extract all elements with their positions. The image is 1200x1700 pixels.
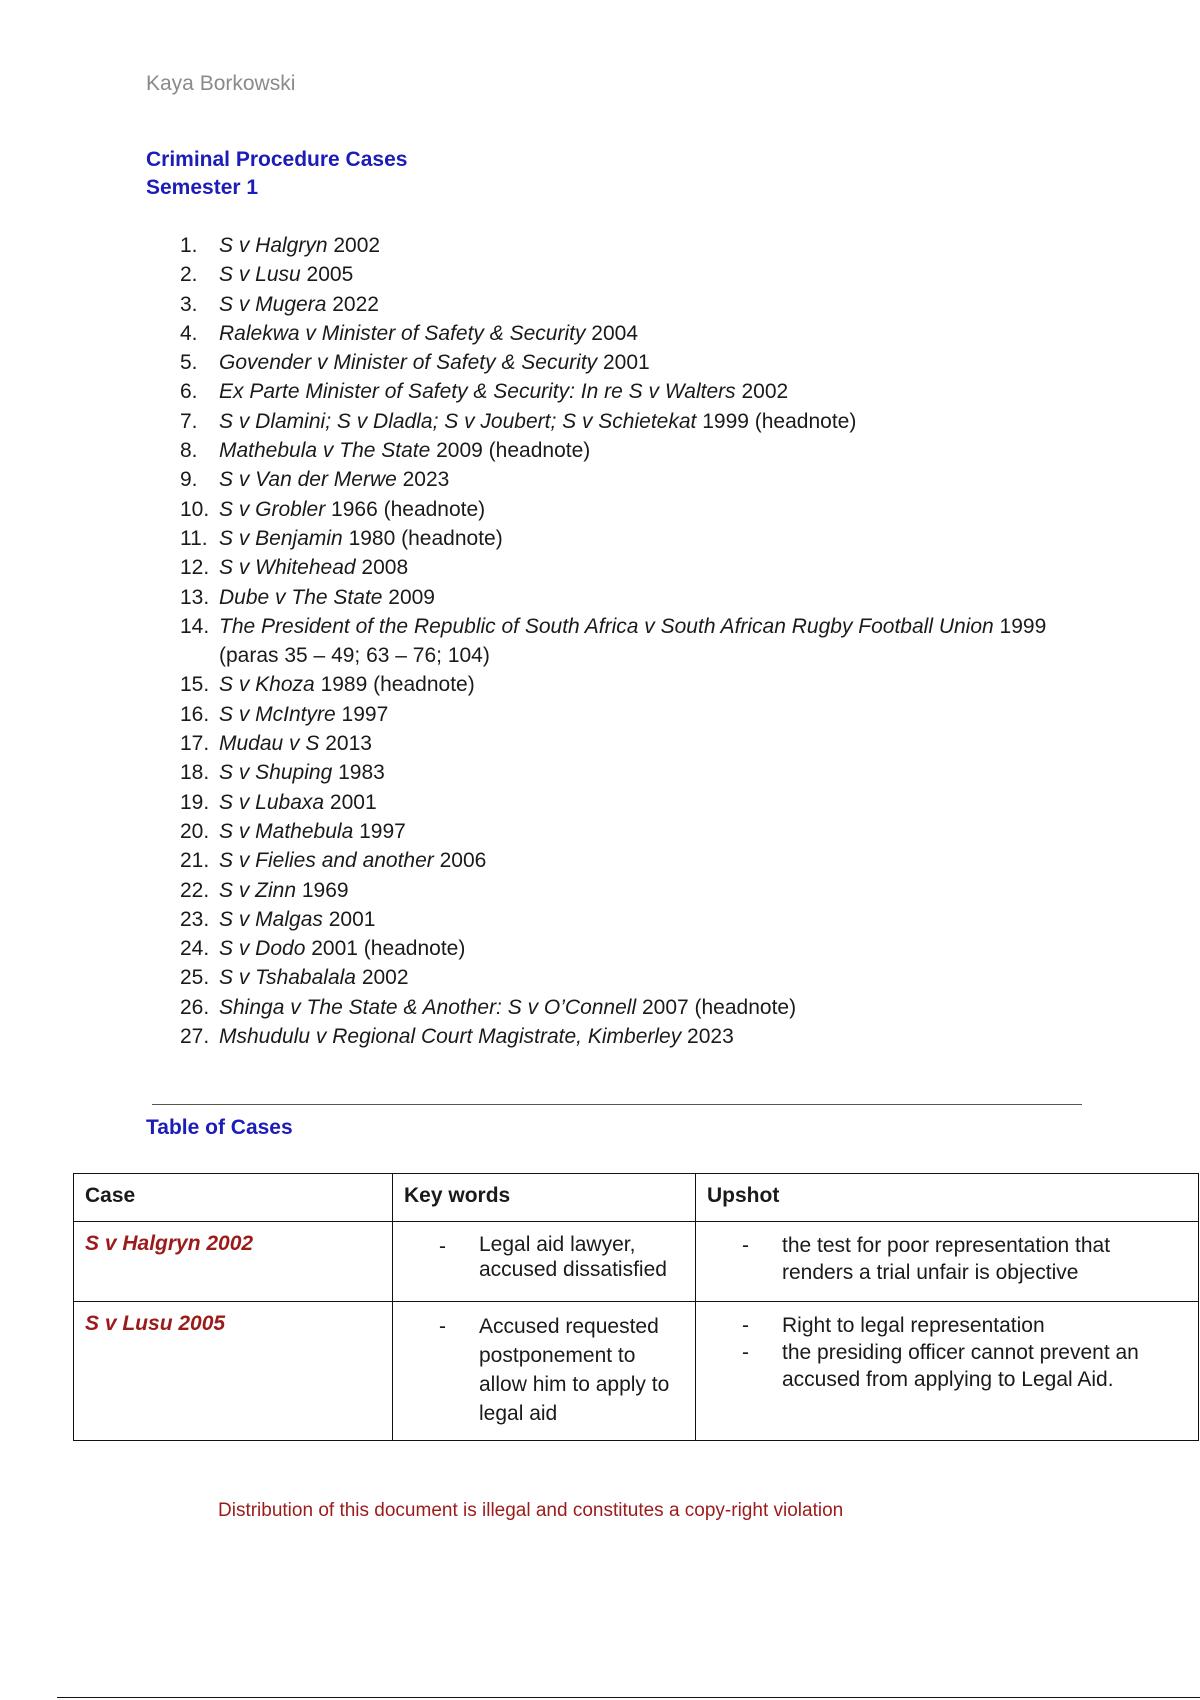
case-year-note: 1999 (paras 35 – 49; 63 – 76; 104) [219, 614, 1058, 668]
list-number: 9. [180, 468, 198, 492]
case-citation [219, 758, 1059, 787]
page-bottom-rule [57, 1697, 1200, 1698]
case-name: Dube v The State [219, 585, 383, 609]
list-item [180, 231, 1080, 260]
case-citation [219, 817, 1059, 846]
case-year-note: 1997 [353, 819, 406, 843]
case-name: S v Dodo [219, 937, 306, 961]
case-citation [219, 612, 1059, 671]
list-number: 8. [180, 439, 198, 463]
case-name: S v Lubaxa [219, 790, 325, 814]
case-name: Govender v Minister of Safety & Security [219, 351, 598, 375]
case-citation [219, 583, 1059, 612]
list-number: 15. [180, 673, 210, 697]
bullet-list [404, 1232, 684, 1282]
case-name: S v Zinn [219, 878, 297, 902]
bullet-text: the presiding officer cannot prevent an accused from applying to Legal Aid. [782, 1341, 1139, 1391]
list-number: 23. [180, 907, 210, 931]
list-item [180, 817, 1080, 846]
table-heading: Table of Cases [146, 1116, 293, 1139]
case-year-note: 1966 (headnote) [325, 497, 486, 521]
case-citation [219, 729, 1059, 758]
document-title [146, 146, 407, 202]
list-number: 17. [180, 732, 210, 756]
list-item [180, 290, 1080, 319]
case-year-note: 1997 [335, 702, 389, 726]
case-year-note: 2009 (headnote) [430, 439, 591, 463]
table-header-row [74, 1174, 1199, 1222]
list-item [180, 670, 1080, 699]
case-name: Shinga v The State & Another: S v O’Connell [219, 995, 637, 1019]
title-line-2: Semester 1 [146, 176, 259, 199]
copyright-notice: Distribution of this document is illegal and constitutes a copy-right violation [218, 1500, 844, 1521]
case-name: Ex Parte Minister of Safety & Security: In re S v Walters [219, 380, 736, 404]
case-year-note: 2023 [396, 468, 450, 492]
case-name: S v Whitehead [219, 556, 356, 580]
case-year-note: 1989 (headnote) [314, 673, 475, 697]
list-number: 16. [180, 702, 210, 726]
bullet-text: the test for poor representation that renders a trial unfair is objective [782, 1234, 1111, 1284]
list-item [180, 934, 1080, 963]
bullet-text: Right to legal representation [782, 1314, 1045, 1337]
case-citation [219, 1022, 1059, 1051]
case-name: S v McIntyre [219, 702, 336, 726]
list-number: 1. [180, 234, 198, 257]
bullet-dash: - [439, 1315, 446, 1338]
list-item [180, 407, 1080, 436]
list-number: 22. [180, 878, 210, 902]
list-item [707, 1312, 1187, 1339]
case-year-note: 1999 (headnote) [696, 409, 857, 433]
case-list [180, 231, 1080, 1051]
title-line-1: Criminal Procedure Cases [146, 148, 408, 171]
case-citation [219, 553, 1059, 582]
list-item [180, 465, 1080, 494]
case-name: S v Dlamini; S v Dladla; S v Joubert; S v Schietekat [219, 409, 697, 433]
list-number: 13. [180, 585, 210, 609]
list-number: 24. [180, 937, 210, 961]
case-citation [219, 788, 1059, 817]
list-number: 4. [180, 321, 198, 345]
header-case: Case [74, 1174, 393, 1222]
bullet-dash: - [742, 1341, 749, 1364]
list-item [180, 1022, 1080, 1051]
case-citation [219, 846, 1059, 875]
case-citation [219, 524, 1059, 553]
case-year-note: 1980 (headnote) [342, 526, 503, 550]
case-name: S v Tshabalala [219, 966, 356, 990]
list-item [180, 436, 1080, 465]
case-name: S v Van der Merwe [219, 468, 397, 492]
case-citation [219, 260, 1059, 289]
case-name: Mathebula v The State [219, 439, 431, 463]
list-number: 21. [180, 849, 210, 873]
case-citation [219, 905, 1059, 934]
case-cell: S v Halgryn 2002 [74, 1222, 393, 1302]
bullet-dash: - [742, 1314, 749, 1337]
upshot-cell [696, 1302, 1199, 1441]
case-year-note: 2007 (headnote) [636, 995, 797, 1019]
list-item [180, 876, 1080, 905]
case-name: Mshudulu v Regional Court Magistrate, Kimberley [219, 1025, 682, 1049]
case-year-note: 2009 [382, 585, 435, 609]
list-item [180, 700, 1080, 729]
case-citation [219, 876, 1059, 905]
table-row [74, 1222, 1199, 1302]
list-item [180, 788, 1080, 817]
case-name: S v Malgas [219, 907, 323, 931]
list-item [180, 377, 1080, 406]
case-name: Ralekwa v Minister of Safety & Security [219, 321, 586, 345]
case-year-note: 2001 [322, 907, 376, 931]
list-number: 3. [180, 292, 198, 316]
case-citation [219, 934, 1059, 963]
list-number: 14. [180, 614, 210, 638]
list-number: 18. [180, 761, 210, 785]
case-cell: S v Lusu 2005 [74, 1302, 393, 1441]
list-number: 10. [180, 497, 210, 521]
case-year-note: 2005 [300, 263, 354, 287]
list-item [180, 758, 1080, 787]
list-item [404, 1232, 684, 1282]
list-number: 5. [180, 351, 198, 375]
case-citation [219, 963, 1059, 992]
list-item [180, 729, 1080, 758]
bullet-list [707, 1232, 1187, 1286]
cases-table [73, 1173, 1199, 1441]
case-citation [219, 319, 1059, 348]
list-number: 6. [180, 380, 198, 404]
case-citation [219, 465, 1059, 494]
list-number: 26. [180, 995, 210, 1019]
case-citation [219, 993, 1059, 1022]
case-citation [219, 407, 1059, 436]
case-year-note: 2008 [355, 556, 409, 580]
case-name: S v Fielies and another [219, 849, 434, 873]
author-name: Kaya Borkowski [146, 72, 296, 95]
case-citation [219, 436, 1059, 465]
case-name: S v Shuping [219, 761, 333, 785]
section-divider [152, 1104, 1082, 1105]
list-item [180, 524, 1080, 553]
table-row [74, 1302, 1199, 1441]
case-year-note: 2022 [326, 292, 379, 316]
case-citation [219, 290, 1059, 319]
case-citation [219, 700, 1059, 729]
list-number: 25. [180, 966, 210, 990]
list-item [180, 348, 1080, 377]
bullet-list [707, 1312, 1187, 1393]
bullet-text: Legal aid lawyer, accused dissatisfied [479, 1233, 667, 1281]
case-name: S v Grobler [219, 497, 326, 521]
list-item [707, 1339, 1187, 1393]
header-key-words: Key words [393, 1174, 696, 1222]
case-citation [219, 495, 1059, 524]
case-name: S v Mugera [219, 292, 327, 316]
list-item [180, 319, 1080, 348]
case-citation [219, 231, 1059, 260]
case-name: S v Benjamin [219, 526, 343, 550]
case-year-note: 2001 (headnote) [305, 937, 466, 961]
list-item [180, 583, 1080, 612]
case-year-note: 2006 [433, 849, 487, 873]
list-item [180, 846, 1080, 875]
key-words-cell [393, 1222, 696, 1302]
bullet-dash: - [742, 1234, 749, 1257]
list-item [180, 260, 1080, 289]
list-number: 20. [180, 819, 210, 843]
bullet-dash: - [439, 1235, 446, 1258]
list-item [180, 553, 1080, 582]
case-year-note: 1969 [296, 878, 349, 902]
list-item [180, 495, 1080, 524]
case-year-note: 2013 [319, 732, 372, 756]
list-item [180, 963, 1080, 992]
case-name: S v Mathebula [219, 819, 354, 843]
list-number: 12. [180, 556, 210, 580]
case-name: The President of the Republic of South Africa v South African Rugby Football Union [219, 614, 994, 638]
case-year-note: 2004 [585, 321, 639, 345]
case-citation [219, 348, 1059, 377]
list-item [180, 612, 1080, 671]
case-year-note: 2002 [327, 234, 381, 257]
case-name: S v Halgryn [219, 234, 328, 257]
list-number: 7. [180, 409, 198, 433]
bullet-text: Accused requested postponement to allow him to apply to legal aid [479, 1315, 670, 1425]
case-year-note: 2001 [597, 351, 650, 375]
bullet-list [404, 1312, 684, 1428]
list-number: 11. [180, 526, 208, 550]
case-name: S v Khoza [219, 673, 315, 697]
list-number: 2. [180, 263, 198, 287]
case-citation [219, 377, 1059, 406]
list-item [180, 993, 1080, 1022]
case-year-note: 2001 [324, 790, 377, 814]
case-year-note: 1983 [332, 761, 385, 785]
list-number: 27. [180, 1025, 210, 1049]
list-item [180, 905, 1080, 934]
case-year-note: 2002 [735, 380, 789, 404]
key-words-cell [393, 1302, 696, 1441]
list-item [404, 1312, 684, 1428]
upshot-cell [696, 1222, 1199, 1302]
case-year-note: 2002 [355, 966, 409, 990]
case-name: Mudau v S [219, 732, 320, 756]
list-item [707, 1232, 1187, 1286]
case-citation [219, 670, 1059, 699]
list-number: 19. [180, 790, 210, 814]
case-name: S v Lusu [219, 263, 301, 287]
header-upshot: Upshot [696, 1174, 1199, 1222]
case-year-note: 2023 [681, 1025, 734, 1049]
